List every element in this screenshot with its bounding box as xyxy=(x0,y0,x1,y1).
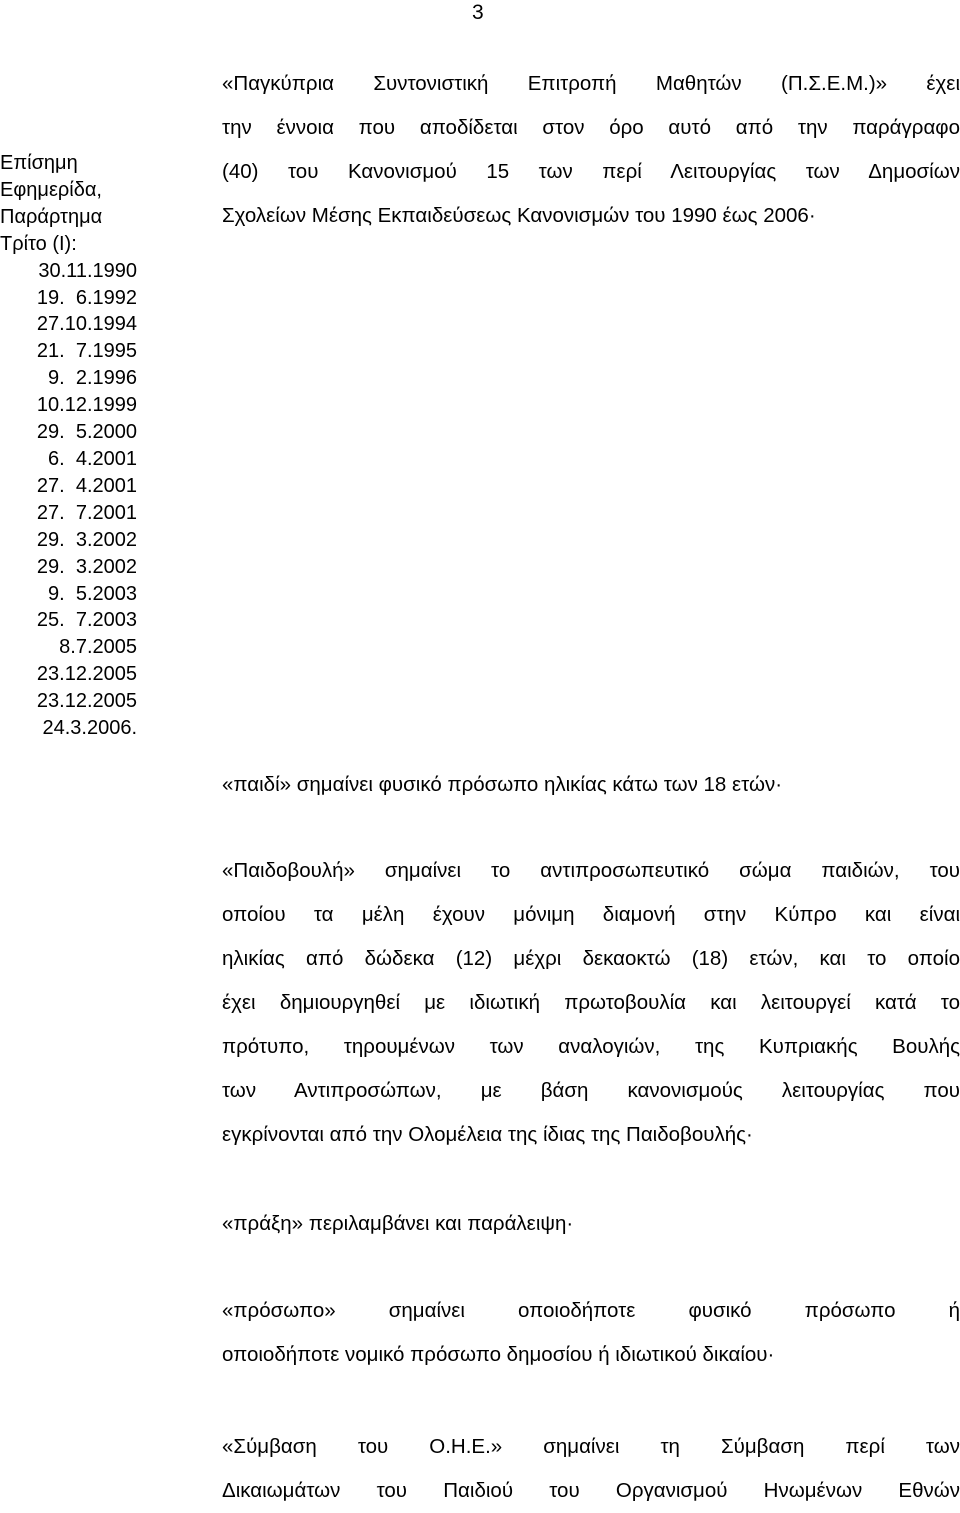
sidebar-date: 9. 5.2003 xyxy=(48,582,137,605)
sidebar-date: 27. 4.2001 xyxy=(36,474,137,497)
definition-paidovouli xyxy=(222,849,960,1157)
sidebar-date: 10.12.1999 xyxy=(36,394,137,417)
definition-line: Δικαιωμάτων του Παιδιού του Οργανισμού Ηνωμένων Εθνών xyxy=(222,1479,960,1502)
sidebar-date: 6. 4.2001 xyxy=(48,447,137,470)
definition-line: πρότυπο, τηρουμένων των αναλογιών, της Κυπριακής Βουλής xyxy=(222,1035,960,1058)
definition-symvasi xyxy=(222,1425,960,1513)
sidebar-legislation-references xyxy=(0,150,150,742)
definition-line: «πράξη» περιλαμβάνει και παράλειψη· xyxy=(222,1212,574,1235)
sidebar-date: 21. 7.1995 xyxy=(36,340,137,363)
definition-line: Σχολείων Μέσης Εκπαιδεύσεως Κανονισμών του 1990 έως 2006· xyxy=(222,204,816,227)
definition-line: την έννοια που αποδίδεται στον όρο αυτό από την παράγραφο xyxy=(222,116,960,139)
sidebar-heading-line: Επίσημη xyxy=(0,152,78,174)
definition-line: «Σύμβαση του Ο.Η.Ε.» σημαίνει τη Σύμβαση περί των xyxy=(222,1435,960,1458)
definition-paidi xyxy=(222,763,960,807)
definition-line: «παιδί» σημαίνει φυσικό πρόσωπο ηλικίας κάτω των 18 ετών· xyxy=(222,773,783,796)
sidebar-date: 27. 7.2001 xyxy=(36,501,137,524)
sidebar-date: 29. 3.2002 xyxy=(36,555,137,578)
sidebar-date: 9. 2.1996 xyxy=(48,367,137,390)
sidebar-date: 24.3.2006. xyxy=(42,717,137,740)
sidebar-date: 27.10.1994 xyxy=(36,313,137,336)
page-number: 3 xyxy=(472,1,484,24)
sidebar-heading-line: Παράρτημα xyxy=(0,205,103,228)
definition-prosopo xyxy=(222,1289,960,1377)
definition-pseum xyxy=(222,62,960,238)
definition-line: ηλικίας από δώδεκα (12) μέχρι δεκαοκτώ (18) ετών, και το οποίο xyxy=(222,947,960,970)
definition-line: «Παγκύπρια Συντονιστική Επιτροπή Μαθητών (Π.Σ.Ε.Μ.)» έχει xyxy=(222,72,960,95)
sidebar-date: 23.12.2005 xyxy=(36,663,137,686)
sidebar-heading-line: Εφημερίδα, xyxy=(0,178,102,201)
definition-line: οποίου τα μέλη έχουν μόνιμη διαμονή στην Κύπρο και είναι xyxy=(222,903,960,926)
definition-line: (40) του Κανονισμού 15 των περί Λειτουργίας των Δημοσίων xyxy=(222,160,960,183)
sidebar-date: 23.12.2005 xyxy=(36,690,137,713)
sidebar-gazette-heading xyxy=(0,150,150,258)
definition-line: έχει δημιουργηθεί με ιδιωτική πρωτοβουλία και λειτουργεί κατά το xyxy=(222,991,960,1014)
sidebar-date: 19. 6.1992 xyxy=(36,286,137,309)
definition-line: των Αντιπροσώπων, με βάση κανονισμούς λειτουργίας που xyxy=(222,1079,960,1102)
definition-praxi xyxy=(222,1202,960,1246)
sidebar-date: 8.7.2005 xyxy=(59,636,137,659)
definition-line: «Παιδοβουλή» σημαίνει το αντιπροσωπευτικό σώμα παιδιών, του xyxy=(222,859,960,882)
sidebar-date: 25. 7.2003 xyxy=(36,609,137,632)
definition-line: «πρόσωπο» σημαίνει οποιοδήποτε φυσικό πρόσωπο ή xyxy=(222,1299,960,1322)
definition-line: οποιοδήποτε νομικό πρόσωπο δημοσίου ή ιδιωτικού δικαίου· xyxy=(222,1343,775,1366)
sidebar-date: 30.11.1990 xyxy=(38,259,137,282)
sidebar-date: 29. 3.2002 xyxy=(36,528,137,551)
sidebar-dates-list xyxy=(0,258,150,742)
definition-line: εγκρίνονται από την Ολομέλεια της ίδιας της Παιδοβουλής· xyxy=(222,1123,753,1146)
sidebar-heading-line: Τρίτο (Ι): xyxy=(0,232,77,255)
sidebar-date: 29. 5.2000 xyxy=(36,421,137,444)
